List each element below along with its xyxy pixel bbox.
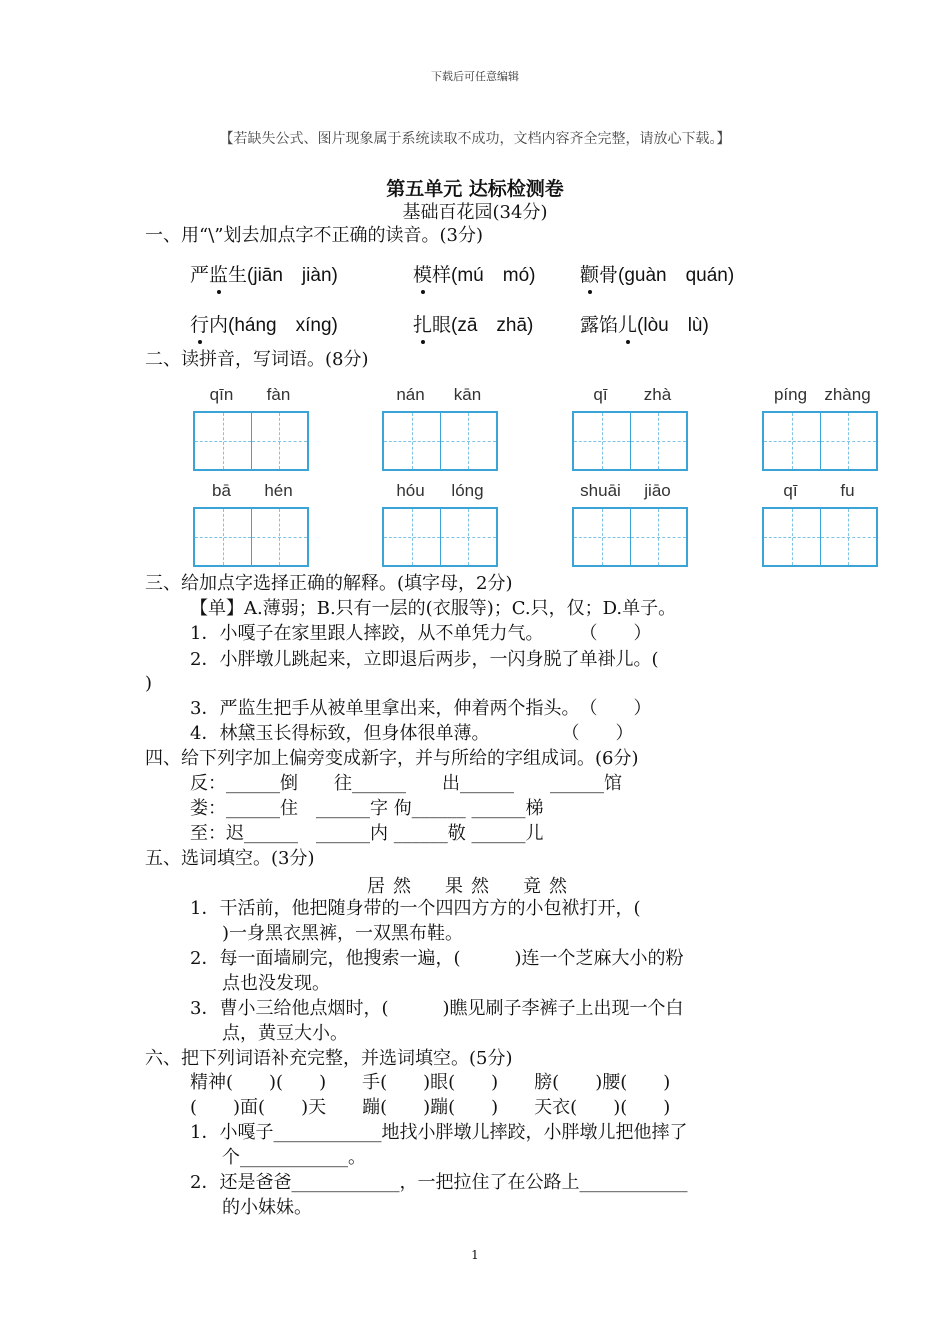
fill-row: 反：______倒 往______ 出______ ______馆 — [190, 773, 622, 794]
pinyin-label: qīn — [209, 385, 234, 404]
writing-cell[interactable] — [820, 413, 877, 469]
pinyin-label: nán — [396, 385, 425, 404]
fill-row: 娄：______住 ______字 佝______ ______梯 — [190, 798, 544, 819]
writing-cell[interactable] — [630, 413, 687, 469]
dotted-char: 监 — [209, 260, 228, 287]
writing-cell[interactable] — [820, 509, 877, 565]
dotted-char: 儿 — [618, 310, 637, 337]
writing-cell[interactable] — [764, 413, 820, 469]
pinyin-label: qī — [593, 385, 608, 404]
pinyin-item: 露馅儿(lòu lù) — [580, 310, 709, 337]
question-line: 2．还是爸爸____________，一把拉住了在公路上____________ — [190, 1172, 688, 1193]
pinyin-label: hóu — [396, 481, 425, 500]
pinyin-item: 行内(háng xíng) — [190, 310, 338, 337]
section3-heading: 三、给加点字选择正确的解释。(填字母，2分) — [145, 573, 513, 594]
writing-cell[interactable] — [630, 509, 687, 565]
page-title: 第五单元 达标检测卷 — [386, 178, 564, 200]
question-line: )一身黑衣黑裤，一双黑布鞋。 — [222, 923, 464, 944]
pinyin-label: zhàng — [824, 385, 871, 404]
fill-row: 至：迟______ ______内 ______敬 ______儿 — [190, 823, 544, 844]
question-line: 3．曹小三给他点烟时，( )瞧见刷子李裤子上出现一个白 — [190, 998, 684, 1019]
pinyin-label: píng — [773, 385, 808, 404]
question-line: 2．小胖墩儿跳起来，立即退后两步，一闪身脱了单褂儿。( — [190, 649, 659, 670]
writing-cell[interactable] — [440, 413, 497, 469]
question-line: ) — [145, 673, 153, 694]
pinyin-item: 严监生(jiān jiàn) — [190, 260, 338, 287]
question-line: 1．小嘎子____________地找小胖墩儿摔跤，小胖墩儿把他摔了 — [190, 1122, 688, 1143]
pinyin-item: 颧骨(guàn quán) — [580, 260, 734, 287]
writing-cell[interactable] — [384, 413, 440, 469]
pinyin-label: shuāi — [580, 481, 621, 500]
section3-options: 【单】A.薄弱；B.只有一层的(衣服等)；C.只，仅；D.单子。 — [190, 598, 677, 619]
pinyin-label: lóng — [451, 481, 484, 500]
fill-row: ( )面( )天 蹦( )蹦( ) 天衣( )( ) — [190, 1097, 671, 1118]
section-subtitle: 基础百花园(34分) — [402, 202, 548, 223]
word-bank: 居然 果然 竟然 — [367, 876, 575, 897]
question-line: 的小妹妹。 — [222, 1197, 312, 1218]
pinyin-label: hén — [264, 481, 293, 500]
section2-heading: 二、读拼音，写词语。(8分) — [145, 349, 369, 370]
question-line: 3．严监生把手从被单里拿出来，伸着两个指头。 （ ） — [190, 698, 652, 719]
dotted-char: 行 — [190, 310, 209, 337]
pinyin-label: fu — [840, 481, 855, 500]
pinyin-label: jiāo — [644, 481, 671, 500]
dotted-char: 颧 — [580, 260, 599, 287]
fill-row: 精神( )( ) 手( )眼( ) 膀( )腰( ) — [190, 1072, 671, 1093]
pinyin-label: qī — [783, 481, 798, 500]
section6-heading: 六、把下列词语补充完整，并选词填空。(5分) — [145, 1048, 513, 1069]
pinyin-item: 扎眼(zā zhā) — [413, 310, 533, 337]
section1-heading: 一、用“\”划去加点字不正确的读音。(3分) — [145, 225, 483, 246]
writing-cell[interactable] — [195, 509, 251, 565]
question-line: 4．林黛玉长得标致，但身体很单薄。 （ ） — [190, 723, 634, 744]
download-notice: 【若缺失公式、图片现象属于系统读取不成功，文档内容齐全完整，请放心下载。】 — [219, 131, 731, 147]
pinyin-label: zhà — [643, 385, 672, 404]
section5-heading: 五、选词填空。(3分) — [145, 848, 315, 869]
question-line: 2．每一面墙刷完，他搜索一遍，( )连一个芝麻大小的粉 — [190, 948, 684, 969]
writing-cell[interactable] — [764, 509, 820, 565]
question-line: 点也没发现。 — [222, 973, 330, 994]
question-line: 个____________。 — [222, 1147, 366, 1168]
page-header: 下载后可任意编辑 — [431, 70, 519, 83]
writing-cell[interactable] — [251, 509, 308, 565]
question-line: 点，黄豆大小。 — [222, 1023, 348, 1044]
pinyin-label: kān — [453, 385, 482, 404]
page-number: 1 — [471, 1248, 479, 1262]
question-line: 1．干活前，他把随身带的一个四四方方的小包袱打开，( — [190, 898, 641, 919]
writing-cell[interactable] — [574, 509, 630, 565]
writing-cell[interactable] — [384, 509, 440, 565]
pinyin-label: fàn — [266, 385, 291, 404]
writing-cell[interactable] — [574, 413, 630, 469]
writing-cell[interactable] — [251, 413, 308, 469]
section4-heading: 四、给下列字加上偏旁变成新字，并与所给的字组成词。(6分) — [145, 748, 639, 769]
writing-cell[interactable] — [195, 413, 251, 469]
dotted-char: 模 — [413, 260, 432, 287]
dotted-char: 扎 — [413, 310, 432, 337]
pinyin-item: 模样(mú mó) — [413, 260, 535, 287]
pinyin-label: bā — [212, 481, 231, 500]
question-line: 1．小嘎子在家里跟人摔跤，从不单凭力气。 （ ） — [190, 623, 652, 644]
writing-cell[interactable] — [440, 509, 497, 565]
